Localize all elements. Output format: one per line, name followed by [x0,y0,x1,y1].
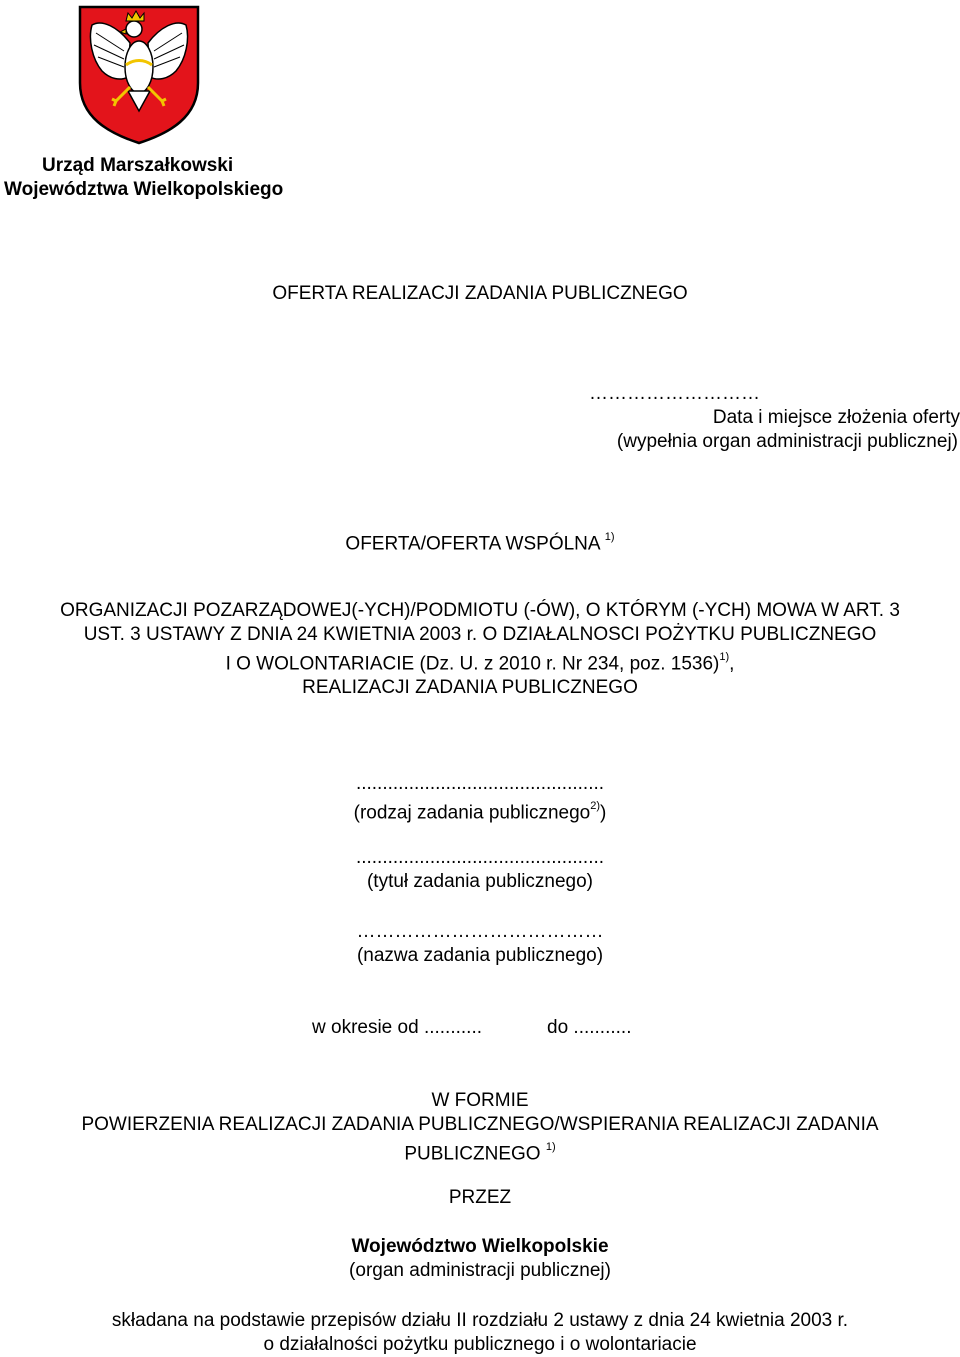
task-name-field [0,920,960,968]
organizations-line4: REALIZACJI ZADANIA PUBLICZNEGO [302,677,638,699]
issuing-office [4,154,284,202]
submission-label: Data i miejsce złożenia oferty [712,407,960,428]
organizations-line3-text: I O WOLONTARIACIE (Dz. U. z 2010 r. Nr 234, poz. 1536) [225,653,720,675]
task-name-dots: ………………………………… [356,921,604,942]
authority-name: Województwo Wielkopolskie [351,1236,609,1257]
submission-dots: ……………………… [589,383,760,404]
office-name-line1: Urząd Marszałkowski [42,155,234,176]
by-heading: PRZEZ [448,1187,512,1208]
authority-note: (organ administracji publicznej) [349,1260,611,1281]
organizations-block [0,599,960,700]
task-name-label: (nazwa zadania publicznego) [356,945,604,966]
organizations-line3-footnote: 1) [719,651,730,663]
task-kind-dots: ............................................... [355,773,605,794]
offer-type-footnote: 1) [604,531,615,543]
task-title-field [0,846,960,894]
task-kind-footnote: 2) [590,800,601,812]
task-kind-close: ) [600,802,607,824]
office-name-line2: Województwa Wielkopolskiego [4,179,284,200]
offer-type [0,527,960,556]
form-line2 [0,1137,960,1166]
document-title: OFERTA REALIZACJI ZADANIA PUBLICZNEGO [272,283,688,304]
organizations-line1: ORGANIZACJI POZARZĄDOWEJ(-YCH)/PODMIOTU (-ÓW), O KTÓRYM (-YCH) MOWA W ART. 3 [60,600,900,621]
task-kind-label-text: (rodzaj zadania publicznego [353,802,591,824]
task-kind-label [0,796,960,825]
form-line2-text: PUBLICZNEGO [404,1143,541,1165]
form-footnote: 1) [545,1141,556,1153]
legal-basis-line2: o działalności pożytku publicznego i o wolontariacie [263,1334,697,1355]
coat-of-arms-icon [78,5,200,145]
period-from: w okresie od ........... [312,1017,483,1038]
form-heading: W FORMIE [431,1090,529,1111]
task-kind-field [0,772,960,825]
submission-date-block [540,384,960,454]
organizations-line3-comma: , [729,653,735,675]
task-title-label: (tytuł zadania publicznego) [366,871,594,892]
period-to: do ........... [547,1017,632,1038]
offer-type-text: OFERTA/OFERTA WSPÓLNA [345,533,600,555]
legal-basis-line1: składana na podstawie przepisów działu II rozdziału 2 ustawy z dnia 24 kwietnia 2003 r. [111,1310,849,1331]
organizations-line2: UST. 3 USTAWY Z DNIA 24 KWIETNIA 2003 r. O DZIAŁALNOSCI POŻYTKU PUBLICZNEGO [83,624,877,645]
authority-block [0,1235,960,1283]
legal-basis [0,1309,960,1357]
submission-note: (wypełnia organ administracji publicznej) [616,431,958,452]
form-line1: POWIERZENIA REALIZACJI ZADANIA PUBLICZNEGO/WSPIERANIA REALIZACJI ZADANIA [81,1114,879,1135]
organizations-line3 [0,647,960,676]
form-block [0,1089,960,1166]
task-title-dots: ............................................... [355,847,605,868]
